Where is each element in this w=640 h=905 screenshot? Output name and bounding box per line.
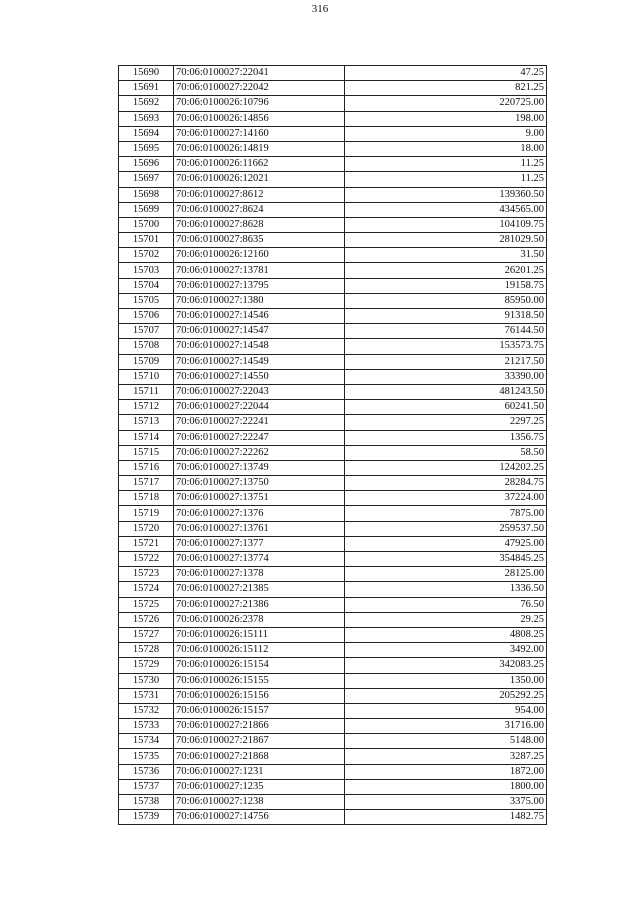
value-cell: 259537.50	[345, 521, 547, 536]
cadastral-number-cell: 70:06:0100027:1380	[174, 293, 345, 308]
cadastral-number-cell: 70:06:0100027:13781	[174, 263, 345, 278]
value-cell: 205292.25	[345, 688, 547, 703]
row-number-cell: 15694	[119, 126, 174, 141]
cadastral-number-cell: 70:06:0100027:14756	[174, 810, 345, 825]
cadastral-number-cell: 70:06:0100026:15111	[174, 627, 345, 642]
table-row	[119, 202, 547, 217]
cadastral-number-cell: 70:06:0100027:22042	[174, 81, 345, 96]
table-row	[119, 476, 547, 491]
table-row	[119, 384, 547, 399]
row-number-cell: 15728	[119, 643, 174, 658]
value-cell: 21217.50	[345, 354, 547, 369]
cadastral-number-cell: 70:06:0100027:13751	[174, 491, 345, 506]
row-number-cell: 15693	[119, 111, 174, 126]
row-number-cell: 15700	[119, 217, 174, 232]
value-cell: 1336.50	[345, 582, 547, 597]
value-cell: 11.25	[345, 172, 547, 187]
row-number-cell: 15732	[119, 703, 174, 718]
table-row	[119, 66, 547, 81]
table-row	[119, 187, 547, 202]
row-number-cell: 15721	[119, 536, 174, 551]
cadastral-number-cell: 70:06:0100026:10796	[174, 96, 345, 111]
value-cell: 19158.75	[345, 278, 547, 293]
cadastral-number-cell: 70:06:0100027:14548	[174, 339, 345, 354]
value-cell: 37224.00	[345, 491, 547, 506]
cadastral-number-cell: 70:06:0100026:11662	[174, 157, 345, 172]
cadastral-number-cell: 70:06:0100027:13761	[174, 521, 345, 536]
value-cell: 11.25	[345, 157, 547, 172]
table-row	[119, 430, 547, 445]
value-cell: 60241.50	[345, 400, 547, 415]
value-cell: 481243.50	[345, 384, 547, 399]
table-row	[119, 552, 547, 567]
table-row	[119, 719, 547, 734]
cadastral-number-cell: 70:06:0100027:22044	[174, 400, 345, 415]
row-number-cell: 15696	[119, 157, 174, 172]
table-row	[119, 339, 547, 354]
table-row	[119, 460, 547, 475]
value-cell: 1800.00	[345, 779, 547, 794]
table-row	[119, 217, 547, 232]
cadastral-number-cell: 70:06:0100027:13795	[174, 278, 345, 293]
value-cell: 33390.00	[345, 369, 547, 384]
row-number-cell: 15706	[119, 309, 174, 324]
value-cell: 3375.00	[345, 795, 547, 810]
value-cell: 220725.00	[345, 96, 547, 111]
table-row	[119, 612, 547, 627]
cadastral-number-cell: 70:06:0100027:13774	[174, 552, 345, 567]
table-row	[119, 369, 547, 384]
row-number-cell: 15724	[119, 582, 174, 597]
table-row	[119, 658, 547, 673]
row-number-cell: 15734	[119, 734, 174, 749]
value-cell: 91318.50	[345, 309, 547, 324]
value-cell: 954.00	[345, 703, 547, 718]
row-number-cell: 15738	[119, 795, 174, 810]
cadastral-number-cell: 70:06:0100027:1378	[174, 567, 345, 582]
table-row	[119, 172, 547, 187]
cadastral-number-cell: 70:06:0100026:14856	[174, 111, 345, 126]
cadastral-number-cell: 70:06:0100026:15155	[174, 673, 345, 688]
table-row	[119, 248, 547, 263]
table-row	[119, 506, 547, 521]
row-number-cell: 15690	[119, 66, 174, 81]
table-row	[119, 157, 547, 172]
value-cell: 3492.00	[345, 643, 547, 658]
table-row	[119, 445, 547, 460]
table-row	[119, 278, 547, 293]
value-cell: 31.50	[345, 248, 547, 263]
value-cell: 31716.00	[345, 719, 547, 734]
table-row	[119, 263, 547, 278]
table-row	[119, 309, 547, 324]
row-number-cell: 15727	[119, 627, 174, 642]
row-number-cell: 15691	[119, 81, 174, 96]
row-number-cell: 15711	[119, 384, 174, 399]
table-row	[119, 673, 547, 688]
value-cell: 153573.75	[345, 339, 547, 354]
cadastral-number-cell: 70:06:0100027:14547	[174, 324, 345, 339]
value-cell: 354845.25	[345, 552, 547, 567]
value-cell: 3287.25	[345, 749, 547, 764]
cadastral-number-cell: 70:06:0100027:22043	[174, 384, 345, 399]
row-number-cell: 15736	[119, 764, 174, 779]
row-number-cell: 15729	[119, 658, 174, 673]
table-row	[119, 415, 547, 430]
cadastral-number-cell: 70:06:0100027:21866	[174, 719, 345, 734]
cadastral-number-cell: 70:06:0100027:1377	[174, 536, 345, 551]
cadastral-number-cell: 70:06:0100026:12160	[174, 248, 345, 263]
table-row	[119, 779, 547, 794]
value-cell: 1482.75	[345, 810, 547, 825]
row-number-cell: 15737	[119, 779, 174, 794]
row-number-cell: 15709	[119, 354, 174, 369]
cadastral-value-table	[118, 65, 547, 825]
row-number-cell: 15715	[119, 445, 174, 460]
row-number-cell: 15722	[119, 552, 174, 567]
table-row	[119, 96, 547, 111]
value-cell: 198.00	[345, 111, 547, 126]
row-number-cell: 15726	[119, 612, 174, 627]
table-row	[119, 521, 547, 536]
value-cell: 9.00	[345, 126, 547, 141]
row-number-cell: 15713	[119, 415, 174, 430]
row-number-cell: 15717	[119, 476, 174, 491]
value-cell: 18.00	[345, 141, 547, 156]
row-number-cell: 15699	[119, 202, 174, 217]
table-row	[119, 400, 547, 415]
table-row	[119, 597, 547, 612]
row-number-cell: 15739	[119, 810, 174, 825]
table-row	[119, 126, 547, 141]
table-row	[119, 111, 547, 126]
row-number-cell: 15701	[119, 233, 174, 248]
row-number-cell: 15697	[119, 172, 174, 187]
table-row	[119, 582, 547, 597]
cadastral-number-cell: 70:06:0100027:21386	[174, 597, 345, 612]
page-number: 316	[311, 3, 329, 15]
table-row	[119, 233, 547, 248]
value-cell: 342083.25	[345, 658, 547, 673]
table-row	[119, 354, 547, 369]
value-cell: 124202.25	[345, 460, 547, 475]
cadastral-number-cell: 70:06:0100026:14819	[174, 141, 345, 156]
row-number-cell: 15723	[119, 567, 174, 582]
cadastral-number-cell: 70:06:0100027:8628	[174, 217, 345, 232]
cadastral-number-cell: 70:06:0100027:22241	[174, 415, 345, 430]
row-number-cell: 15735	[119, 749, 174, 764]
value-cell: 28284.75	[345, 476, 547, 491]
cadastral-number-cell: 70:06:0100027:1235	[174, 779, 345, 794]
table-row	[119, 324, 547, 339]
cadastral-number-cell: 70:06:0100026:15157	[174, 703, 345, 718]
cadastral-number-cell: 70:06:0100027:21385	[174, 582, 345, 597]
row-number-cell: 15692	[119, 96, 174, 111]
cadastral-number-cell: 70:06:0100027:13750	[174, 476, 345, 491]
value-cell: 5148.00	[345, 734, 547, 749]
table-row	[119, 795, 547, 810]
table-body	[119, 66, 547, 825]
row-number-cell: 15702	[119, 248, 174, 263]
value-cell: 58.50	[345, 445, 547, 460]
value-cell: 1872.00	[345, 764, 547, 779]
value-cell: 1356.75	[345, 430, 547, 445]
cadastral-number-cell: 70:06:0100027:22247	[174, 430, 345, 445]
cadastral-number-cell: 70:06:0100027:13749	[174, 460, 345, 475]
value-cell: 29.25	[345, 612, 547, 627]
table-row	[119, 764, 547, 779]
cadastral-number-cell: 70:06:0100027:14160	[174, 126, 345, 141]
cadastral-number-cell: 70:06:0100027:1376	[174, 506, 345, 521]
row-number-cell: 15716	[119, 460, 174, 475]
row-number-cell: 15710	[119, 369, 174, 384]
cadastral-number-cell: 70:06:0100026:15156	[174, 688, 345, 703]
cadastral-number-cell: 70:06:0100027:8612	[174, 187, 345, 202]
value-cell: 139360.50	[345, 187, 547, 202]
row-number-cell: 15731	[119, 688, 174, 703]
value-cell: 26201.25	[345, 263, 547, 278]
row-number-cell: 15707	[119, 324, 174, 339]
cadastral-number-cell: 70:06:0100026:15112	[174, 643, 345, 658]
table-row	[119, 643, 547, 658]
cadastral-number-cell: 70:06:0100027:22041	[174, 66, 345, 81]
table-row	[119, 491, 547, 506]
table-row	[119, 293, 547, 308]
cadastral-number-cell: 70:06:0100027:21867	[174, 734, 345, 749]
table-row	[119, 703, 547, 718]
table-row	[119, 749, 547, 764]
value-cell: 47.25	[345, 66, 547, 81]
cadastral-number-cell: 70:06:0100027:8624	[174, 202, 345, 217]
cadastral-number-cell: 70:06:0100027:1238	[174, 795, 345, 810]
cadastral-number-cell: 70:06:0100027:8635	[174, 233, 345, 248]
row-number-cell: 15698	[119, 187, 174, 202]
value-cell: 4808.25	[345, 627, 547, 642]
row-number-cell: 15719	[119, 506, 174, 521]
row-number-cell: 15714	[119, 430, 174, 445]
value-cell: 2297.25	[345, 415, 547, 430]
table-row	[119, 627, 547, 642]
value-cell: 1350.00	[345, 673, 547, 688]
row-number-cell: 15720	[119, 521, 174, 536]
cadastral-number-cell: 70:06:0100027:14546	[174, 309, 345, 324]
cadastral-number-cell: 70:06:0100026:12021	[174, 172, 345, 187]
value-cell: 821.25	[345, 81, 547, 96]
row-number-cell: 15703	[119, 263, 174, 278]
table-row	[119, 688, 547, 703]
value-cell: 7875.00	[345, 506, 547, 521]
table-row	[119, 567, 547, 582]
row-number-cell: 15695	[119, 141, 174, 156]
cadastral-number-cell: 70:06:0100027:14549	[174, 354, 345, 369]
cadastral-number-cell: 70:06:0100026:15154	[174, 658, 345, 673]
value-cell: 85950.00	[345, 293, 547, 308]
row-number-cell: 15733	[119, 719, 174, 734]
row-number-cell: 15712	[119, 400, 174, 415]
table-row	[119, 734, 547, 749]
table-row	[119, 81, 547, 96]
cadastral-number-cell: 70:06:0100027:14550	[174, 369, 345, 384]
table-row	[119, 810, 547, 825]
table-row	[119, 141, 547, 156]
cadastral-number-cell: 70:06:0100027:22262	[174, 445, 345, 460]
row-number-cell: 15705	[119, 293, 174, 308]
cadastral-number-cell: 70:06:0100026:2378	[174, 612, 345, 627]
value-cell: 76.50	[345, 597, 547, 612]
cadastral-number-cell: 70:06:0100027:21868	[174, 749, 345, 764]
value-cell: 104109.75	[345, 217, 547, 232]
value-cell: 47925.00	[345, 536, 547, 551]
row-number-cell: 15708	[119, 339, 174, 354]
row-number-cell: 15704	[119, 278, 174, 293]
value-cell: 281029.50	[345, 233, 547, 248]
row-number-cell: 15718	[119, 491, 174, 506]
row-number-cell: 15730	[119, 673, 174, 688]
value-cell: 76144.50	[345, 324, 547, 339]
table-row	[119, 536, 547, 551]
value-cell: 434565.00	[345, 202, 547, 217]
cadastral-number-cell: 70:06:0100027:1231	[174, 764, 345, 779]
value-cell: 28125.00	[345, 567, 547, 582]
row-number-cell: 15725	[119, 597, 174, 612]
